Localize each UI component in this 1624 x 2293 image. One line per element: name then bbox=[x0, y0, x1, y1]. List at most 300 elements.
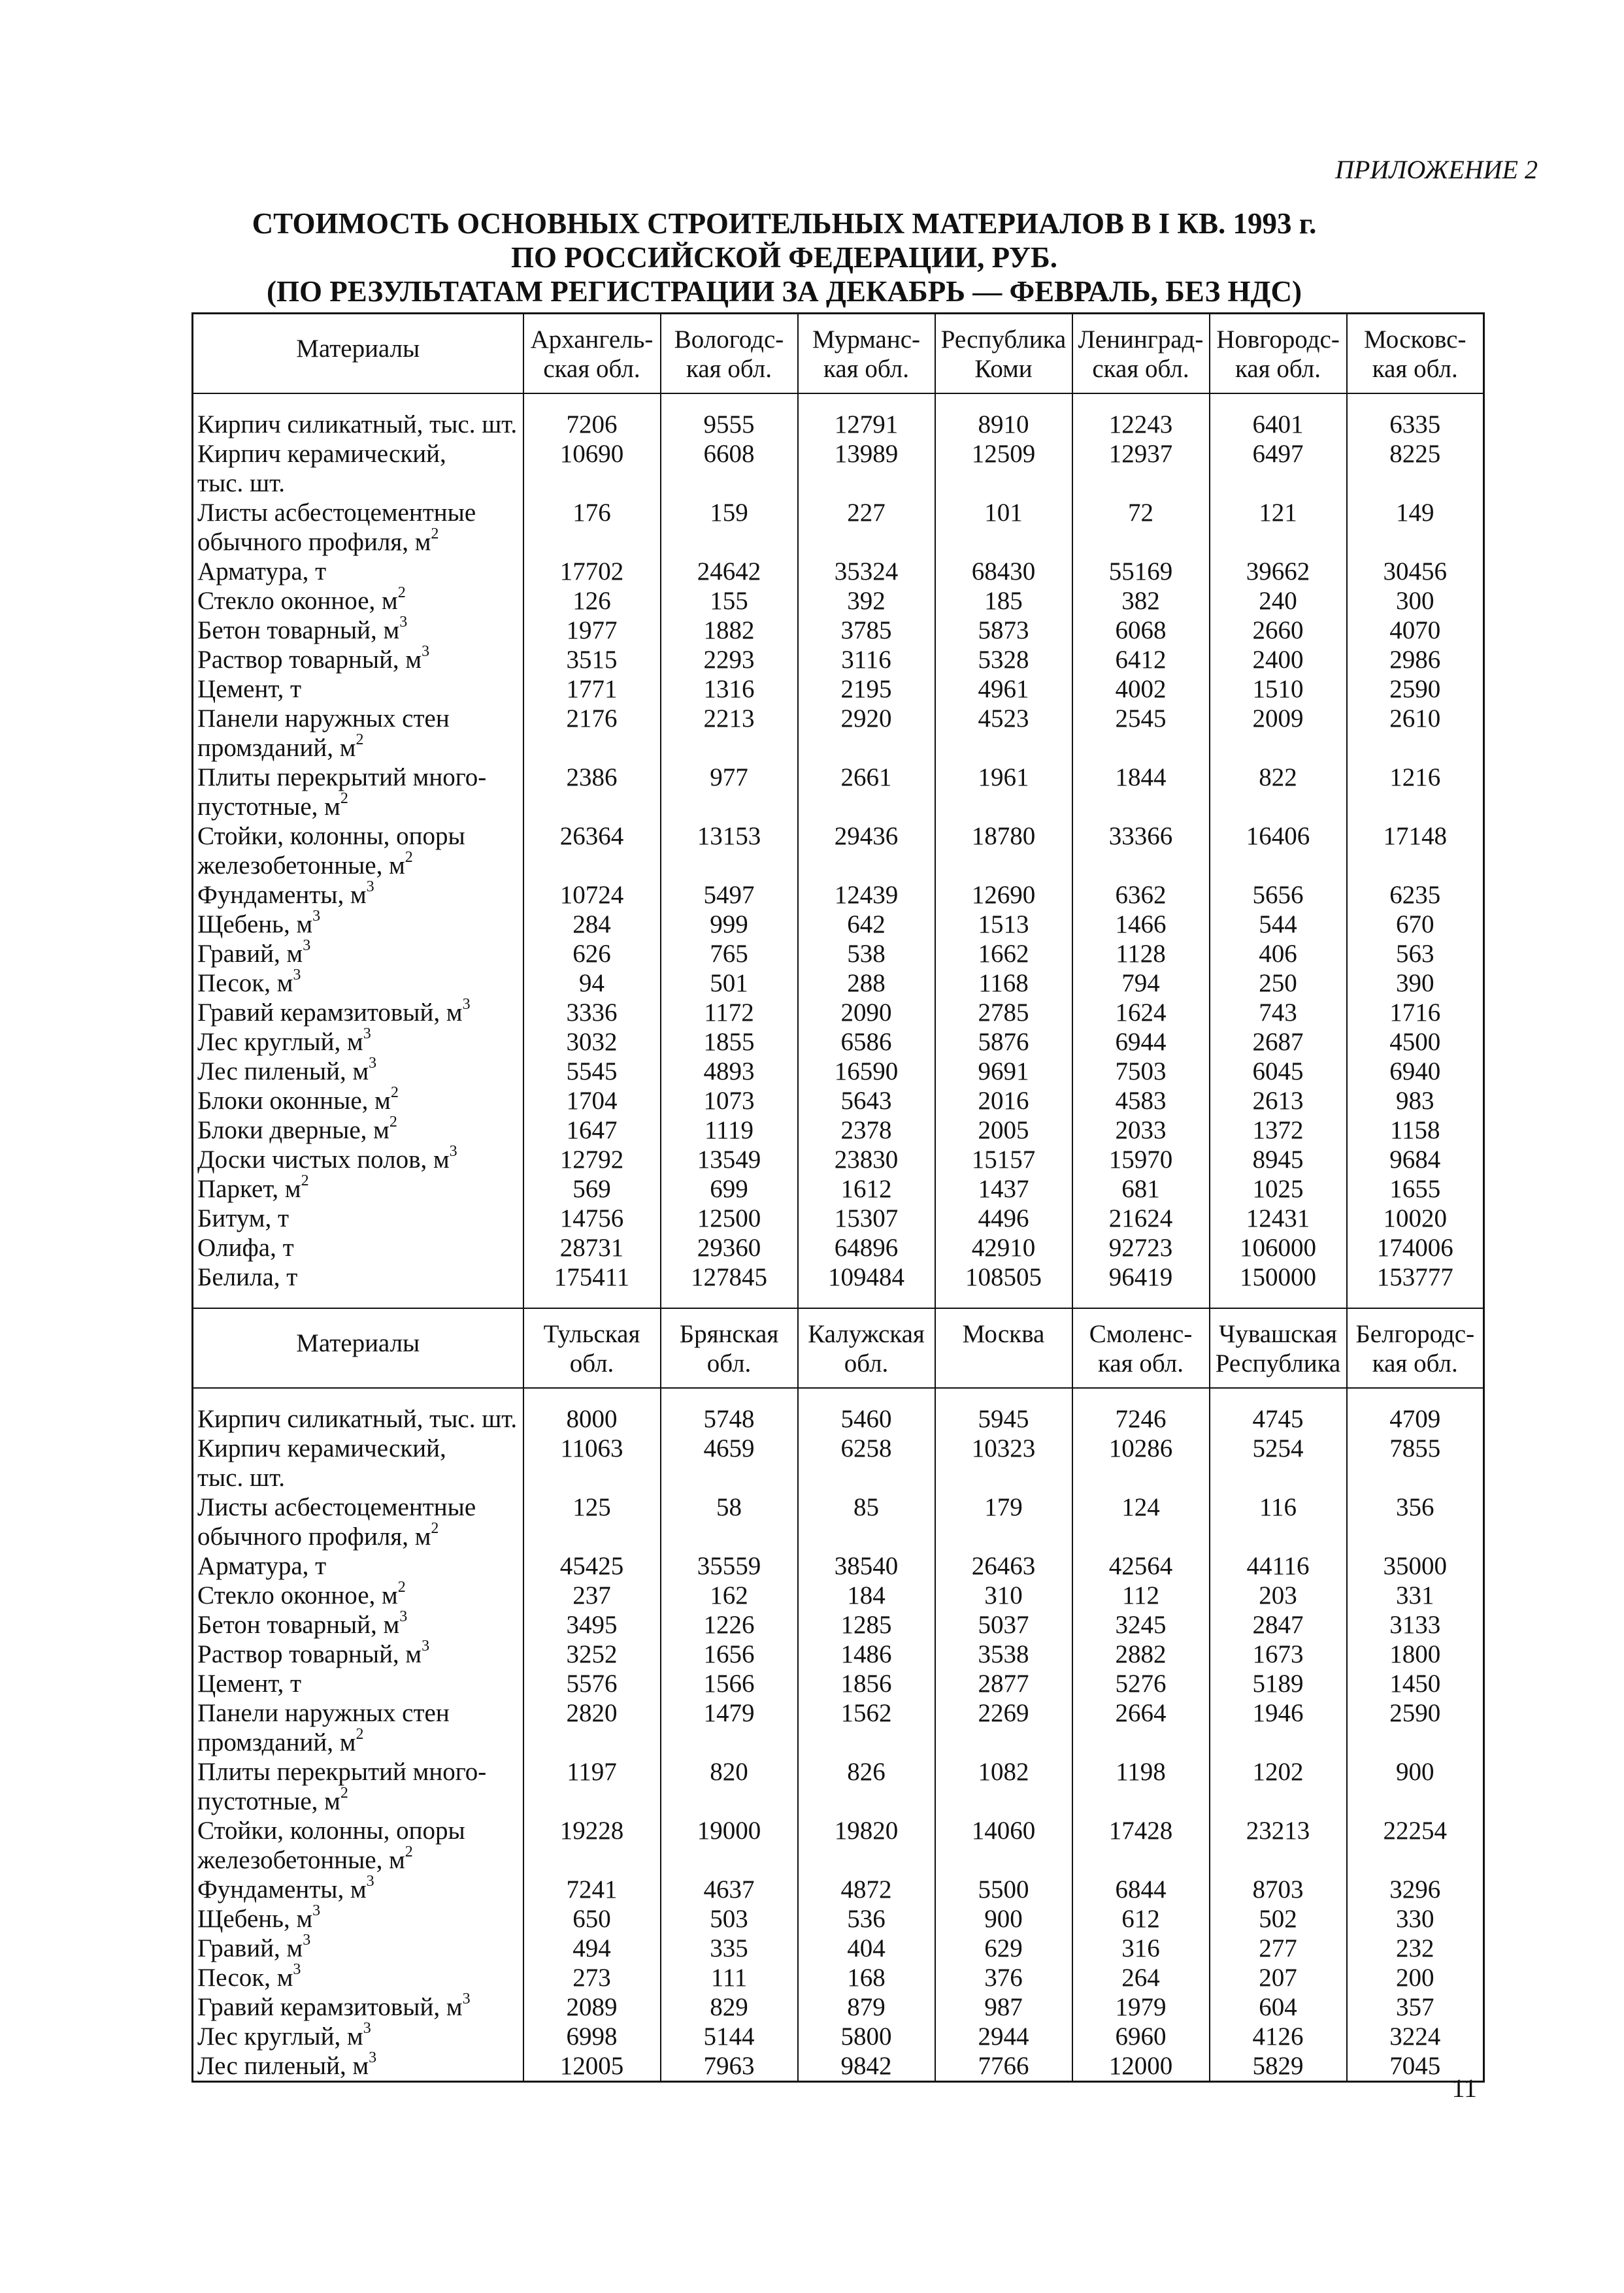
price-cell: 12500 bbox=[661, 1204, 798, 1233]
price-cell: 19820 bbox=[798, 1816, 935, 1875]
price-cell: 604 bbox=[1210, 1992, 1347, 2022]
price-cell: 12005 bbox=[523, 2051, 661, 2082]
price-cell: 1946 bbox=[1210, 1698, 1347, 1757]
price-cell: 612 bbox=[1072, 1904, 1210, 1934]
price-cell: 23830 bbox=[798, 1145, 935, 1174]
material-name-line bbox=[197, 968, 519, 998]
region-column-header bbox=[798, 314, 935, 394]
material-name-text: Гравий, м bbox=[197, 1934, 303, 1962]
price-cell: 4583 bbox=[1072, 1086, 1210, 1115]
price-cell: 501 bbox=[661, 968, 798, 998]
material-name-text: Арматура, т bbox=[197, 1552, 327, 1580]
price-cell: 232 bbox=[1347, 1934, 1484, 1963]
price-cell: 3133 bbox=[1347, 1610, 1484, 1640]
table-row bbox=[193, 1640, 1484, 1669]
price-cell: 5876 bbox=[935, 1027, 1072, 1057]
price-cell: 2545 bbox=[1072, 704, 1210, 763]
price-cell: 18780 bbox=[935, 821, 1072, 880]
material-name-text: железобетонные, м bbox=[197, 851, 405, 880]
price-cell: 7045 bbox=[1347, 2051, 1484, 2082]
unit-exponent: 3 bbox=[462, 996, 471, 1013]
material-name-cell bbox=[193, 1875, 523, 1904]
material-name-text: Кирпич силикатный, тыс. шт. bbox=[197, 410, 518, 438]
header-line: кая обл. bbox=[686, 355, 772, 383]
price-cell: 4496 bbox=[935, 1204, 1072, 1233]
material-name-cell bbox=[193, 498, 523, 557]
material-name-cell bbox=[193, 1551, 523, 1581]
price-cell: 820 bbox=[661, 1757, 798, 1816]
material-name-cell bbox=[193, 1816, 523, 1875]
header-line: Архангель- bbox=[530, 325, 654, 354]
table-row bbox=[193, 968, 1484, 998]
price-cell: 6844 bbox=[1072, 1875, 1210, 1904]
price-cell: 2882 bbox=[1072, 1640, 1210, 1669]
price-cell: 376 bbox=[935, 1963, 1072, 1992]
price-cell: 42910 bbox=[935, 1233, 1072, 1262]
price-cell: 94 bbox=[523, 968, 661, 998]
price-cell: 288 bbox=[798, 968, 935, 998]
material-name-cell bbox=[193, 763, 523, 821]
price-cell: 4637 bbox=[661, 1875, 798, 1904]
material-name-line bbox=[197, 586, 519, 616]
price-cell: 28731 bbox=[523, 1233, 661, 1262]
header-line: кая обл. bbox=[1235, 355, 1321, 383]
price-cell: 6401 bbox=[1210, 410, 1347, 439]
material-name-line bbox=[197, 1434, 519, 1463]
price-cell: 5254 bbox=[1210, 1434, 1347, 1493]
title-line: (ПО РЕЗУЛЬТАТАМ РЕГИСТРАЦИИ ЗА ДЕКАБРЬ — ФЕВРАЛЬ, БЕЗ НДС) bbox=[267, 275, 1302, 308]
unit-exponent: 2 bbox=[390, 1084, 399, 1101]
material-name-text: Арматура, т bbox=[197, 557, 327, 586]
price-cell: 1979 bbox=[1072, 1992, 1210, 2022]
table-header-row bbox=[193, 1308, 1484, 1388]
header-line: кая обл. bbox=[1372, 355, 1458, 383]
region-column-header bbox=[1072, 1308, 1210, 1388]
price-cell: 1510 bbox=[1210, 674, 1347, 704]
price-cell: 227 bbox=[798, 498, 935, 557]
price-cell: 7206 bbox=[523, 410, 661, 439]
price-cell: 5144 bbox=[661, 2022, 798, 2051]
price-cell: 10020 bbox=[1347, 1204, 1484, 1233]
price-cell: 1513 bbox=[935, 910, 1072, 939]
material-name-line bbox=[197, 821, 519, 851]
material-name-line bbox=[197, 2051, 519, 2081]
material-name-line bbox=[197, 1816, 519, 1845]
material-name-text: Кирпич керамический, bbox=[197, 1434, 446, 1462]
price-cell: 162 bbox=[661, 1581, 798, 1610]
price-cell: 12509 bbox=[935, 439, 1072, 498]
unit-exponent: 2 bbox=[405, 849, 413, 866]
price-cell: 1771 bbox=[523, 674, 661, 704]
price-cell: 2847 bbox=[1210, 1610, 1347, 1640]
material-name-text: Бетон товарный, м bbox=[197, 1611, 400, 1639]
price-cell: 168 bbox=[798, 1963, 935, 1992]
price-cell: 6068 bbox=[1072, 616, 1210, 645]
unit-exponent: 3 bbox=[363, 2020, 371, 2037]
material-name-line bbox=[197, 616, 519, 645]
region-column-header bbox=[1072, 314, 1210, 394]
material-name-text: Щебень, м bbox=[197, 1905, 313, 1933]
price-cell: 1372 bbox=[1210, 1115, 1347, 1145]
price-cell: 4893 bbox=[661, 1057, 798, 1086]
price-cell: 6362 bbox=[1072, 880, 1210, 910]
price-cell: 629 bbox=[935, 1934, 1072, 1963]
material-name-cell bbox=[193, 910, 523, 939]
material-name-text: промзданий, м bbox=[197, 1728, 356, 1757]
price-cell: 101 bbox=[935, 498, 1072, 557]
table-row bbox=[193, 880, 1484, 910]
page-title bbox=[190, 206, 1379, 308]
material-name-cell bbox=[193, 586, 523, 616]
unit-exponent: 3 bbox=[399, 614, 408, 631]
spacer-cell bbox=[193, 1388, 523, 1404]
table-row bbox=[193, 1027, 1484, 1057]
price-cell: 2944 bbox=[935, 2022, 1072, 2051]
material-name-line bbox=[197, 910, 519, 939]
price-cell: 106000 bbox=[1210, 1233, 1347, 1262]
material-name-cell bbox=[193, 998, 523, 1027]
material-name-text: Фундаменты, м bbox=[197, 1875, 367, 1904]
price-cell: 1566 bbox=[661, 1669, 798, 1698]
price-cell: 4070 bbox=[1347, 616, 1484, 645]
price-cell: 150000 bbox=[1210, 1262, 1347, 1292]
spacer-cell bbox=[1210, 1388, 1347, 1404]
table-row bbox=[193, 1963, 1484, 1992]
material-name-line bbox=[197, 1204, 519, 1233]
material-name-cell bbox=[193, 1115, 523, 1145]
price-cell: 155 bbox=[661, 586, 798, 616]
region-column-header bbox=[661, 1308, 798, 1388]
price-cell: 14060 bbox=[935, 1816, 1072, 1875]
price-cell: 2195 bbox=[798, 674, 935, 704]
price-cell: 1479 bbox=[661, 1698, 798, 1757]
material-name-cell bbox=[193, 1669, 523, 1698]
table-row bbox=[193, 939, 1484, 968]
price-cell: 7241 bbox=[523, 1875, 661, 1904]
price-cell: 6412 bbox=[1072, 645, 1210, 674]
unit-exponent: 2 bbox=[356, 731, 364, 748]
material-name-text: Битум, т bbox=[197, 1204, 290, 1232]
region-column-header bbox=[1210, 1308, 1347, 1388]
material-name-text: тыс. шт. bbox=[197, 469, 285, 497]
material-name-line bbox=[197, 2022, 519, 2051]
price-cell: 1158 bbox=[1347, 1115, 1484, 1145]
material-name-cell bbox=[193, 968, 523, 998]
material-name-cell bbox=[193, 1992, 523, 2022]
region-column-header bbox=[661, 314, 798, 394]
price-cell: 185 bbox=[935, 586, 1072, 616]
appendix-label: ПРИЛОЖЕНИЕ 2 bbox=[1335, 155, 1538, 184]
material-name-line bbox=[197, 880, 519, 910]
price-cell: 1716 bbox=[1347, 998, 1484, 1027]
price-cell: 121 bbox=[1210, 498, 1347, 557]
material-name-line bbox=[197, 469, 519, 498]
table-row bbox=[193, 2022, 1484, 2051]
header-line: обл. bbox=[706, 1349, 752, 1377]
unit-exponent: 3 bbox=[369, 2049, 377, 2066]
title-line: ПО РОССИЙСКОЙ ФЕДЕРАЦИИ, РУБ. bbox=[510, 241, 1058, 274]
spacer-cell bbox=[1347, 1292, 1484, 1308]
material-name-text: железобетонные, м bbox=[197, 1846, 405, 1874]
material-name-text: Песок, м bbox=[197, 969, 293, 997]
spacer-cell bbox=[523, 1388, 661, 1404]
price-cell: 6940 bbox=[1347, 1057, 1484, 1086]
price-cell: 92723 bbox=[1072, 1233, 1210, 1262]
material-name-line bbox=[197, 851, 519, 880]
price-cell: 250 bbox=[1210, 968, 1347, 998]
price-cell: 207 bbox=[1210, 1963, 1347, 1992]
material-name-cell bbox=[193, 2022, 523, 2051]
price-cell: 1800 bbox=[1347, 1640, 1484, 1669]
price-cell: 116 bbox=[1210, 1493, 1347, 1551]
price-cell: 12690 bbox=[935, 880, 1072, 910]
price-cell: 626 bbox=[523, 939, 661, 968]
price-cell: 35000 bbox=[1347, 1551, 1484, 1581]
price-cell: 12937 bbox=[1072, 439, 1210, 498]
spacer-cell bbox=[523, 393, 661, 410]
material-name-line bbox=[197, 1027, 519, 1057]
table-row bbox=[193, 1581, 1484, 1610]
price-cell: 2213 bbox=[661, 704, 798, 763]
unit-exponent: 2 bbox=[397, 584, 406, 601]
price-cell: 1168 bbox=[935, 968, 1072, 998]
price-cell: 8910 bbox=[935, 410, 1072, 439]
price-cell: 6497 bbox=[1210, 439, 1347, 498]
header-line: кая обл. bbox=[823, 355, 909, 383]
price-cell: 159 bbox=[661, 498, 798, 557]
price-cell: 1562 bbox=[798, 1698, 935, 1757]
price-cell: 392 bbox=[798, 586, 935, 616]
material-name-line bbox=[197, 1875, 519, 1904]
price-cell: 1647 bbox=[523, 1115, 661, 1145]
price-cell: 13549 bbox=[661, 1145, 798, 1174]
material-name-text: Фундаменты, м bbox=[197, 881, 367, 909]
price-cell: 357 bbox=[1347, 1992, 1484, 2022]
material-name-text: Лес пиленый, м bbox=[197, 2052, 369, 2080]
material-name-text: Блоки дверные, м bbox=[197, 1116, 389, 1144]
material-name-text: Лес круглый, м bbox=[197, 2022, 363, 2051]
header-line: Республика bbox=[1215, 1349, 1341, 1377]
material-name-line bbox=[197, 1174, 519, 1204]
price-cell: 12243 bbox=[1072, 410, 1210, 439]
header-line: Коми bbox=[974, 355, 1033, 383]
table-row bbox=[193, 498, 1484, 557]
material-name-cell bbox=[193, 1145, 523, 1174]
material-name-cell bbox=[193, 410, 523, 439]
material-name-text: Стекло оконное, м bbox=[197, 1581, 398, 1609]
material-name-cell bbox=[193, 616, 523, 645]
price-cell: 237 bbox=[523, 1581, 661, 1610]
price-cell: 6586 bbox=[798, 1027, 935, 1057]
price-cell: 1437 bbox=[935, 1174, 1072, 1204]
price-cell: 4709 bbox=[1347, 1404, 1484, 1434]
unit-exponent: 3 bbox=[303, 1932, 311, 1949]
price-cell: 6944 bbox=[1072, 1027, 1210, 1057]
price-cell: 29360 bbox=[661, 1233, 798, 1262]
price-cell: 1285 bbox=[798, 1610, 935, 1640]
price-cell: 699 bbox=[661, 1174, 798, 1204]
spacer-cell bbox=[798, 393, 935, 410]
unit-exponent: 3 bbox=[462, 1990, 471, 2007]
price-cell: 11063 bbox=[523, 1434, 661, 1493]
material-name-text: Белила, т bbox=[197, 1263, 298, 1291]
price-cell: 45425 bbox=[523, 1551, 661, 1581]
spacer-cell bbox=[193, 393, 523, 410]
material-name-text: Стойки, колонны, опоры bbox=[197, 822, 465, 850]
price-cell: 3785 bbox=[798, 616, 935, 645]
material-name-text: Бетон товарный, м bbox=[197, 616, 400, 644]
price-cell: 5497 bbox=[661, 880, 798, 910]
table-row bbox=[193, 1934, 1484, 1963]
price-cell: 999 bbox=[661, 910, 798, 939]
spacer-cell bbox=[798, 1388, 935, 1404]
material-name-cell bbox=[193, 704, 523, 763]
material-name-line bbox=[197, 1787, 519, 1816]
spacer-cell bbox=[1347, 1388, 1484, 1404]
price-cell: 4523 bbox=[935, 704, 1072, 763]
price-cell: 2005 bbox=[935, 1115, 1072, 1145]
material-name-text: пустотные, м bbox=[197, 793, 340, 821]
price-cell: 1119 bbox=[661, 1115, 798, 1145]
material-name-line bbox=[197, 1463, 519, 1493]
material-name-line bbox=[197, 527, 519, 557]
unit-exponent: 3 bbox=[422, 1638, 430, 1655]
table-row bbox=[193, 645, 1484, 674]
price-cell: 8945 bbox=[1210, 1145, 1347, 1174]
price-cell: 14756 bbox=[523, 1204, 661, 1233]
price-cell: 494 bbox=[523, 1934, 661, 1963]
table-row bbox=[193, 616, 1484, 645]
material-name-cell bbox=[193, 1610, 523, 1640]
material-name-cell bbox=[193, 1434, 523, 1493]
price-cell: 1673 bbox=[1210, 1640, 1347, 1669]
material-name-line bbox=[197, 763, 519, 792]
material-name-cell bbox=[193, 1174, 523, 1204]
price-cell: 9842 bbox=[798, 2051, 935, 2082]
unit-exponent: 2 bbox=[301, 1172, 309, 1189]
price-cell: 2687 bbox=[1210, 1027, 1347, 1057]
price-cell: 6960 bbox=[1072, 2022, 1210, 2051]
price-cell: 30456 bbox=[1347, 557, 1484, 586]
price-cell: 39662 bbox=[1210, 557, 1347, 586]
unit-exponent: 3 bbox=[293, 1961, 301, 1978]
price-cell: 829 bbox=[661, 1992, 798, 2022]
price-cell: 670 bbox=[1347, 910, 1484, 939]
material-name-text: обычного профиля, м bbox=[197, 528, 431, 556]
price-cell: 1655 bbox=[1347, 1174, 1484, 1204]
material-name-cell bbox=[193, 1493, 523, 1551]
price-cell: 404 bbox=[798, 1934, 935, 1963]
price-cell: 5037 bbox=[935, 1610, 1072, 1640]
material-name-line bbox=[197, 704, 519, 733]
price-cell: 8225 bbox=[1347, 439, 1484, 498]
price-cell: 19228 bbox=[523, 1816, 661, 1875]
table-spacer-row bbox=[193, 1292, 1484, 1308]
unit-exponent: 2 bbox=[397, 1579, 406, 1596]
price-cell: 3336 bbox=[523, 998, 661, 1027]
price-cell: 2090 bbox=[798, 998, 935, 1027]
material-name-text: Кирпич силикатный, тыс. шт. bbox=[197, 1405, 518, 1433]
price-cell: 16406 bbox=[1210, 821, 1347, 880]
table-row bbox=[193, 1262, 1484, 1292]
price-cell: 26364 bbox=[523, 821, 661, 880]
unit-exponent: 2 bbox=[405, 1843, 413, 1860]
table-row bbox=[193, 1904, 1484, 1934]
material-name-line bbox=[197, 1640, 519, 1669]
price-cell: 2590 bbox=[1347, 674, 1484, 704]
price-cell: 3515 bbox=[523, 645, 661, 674]
price-cell: 3252 bbox=[523, 1640, 661, 1669]
price-cell: 5945 bbox=[935, 1404, 1072, 1434]
header-line: ская обл. bbox=[1092, 355, 1189, 383]
page-number: 11 bbox=[1451, 2073, 1477, 2103]
table-row bbox=[193, 1404, 1484, 1434]
region-column-header bbox=[523, 314, 661, 394]
material-name-line bbox=[197, 1728, 519, 1757]
table-row bbox=[193, 1233, 1484, 1262]
price-cell: 4872 bbox=[798, 1875, 935, 1904]
material-name-text: Стекло оконное, м bbox=[197, 587, 398, 615]
material-name-text: Листы асбестоцементные bbox=[197, 1493, 476, 1521]
table-row bbox=[193, 1875, 1484, 1904]
material-name-text: Паркет, м bbox=[197, 1175, 301, 1203]
price-cell: 85 bbox=[798, 1493, 935, 1551]
price-cell: 55169 bbox=[1072, 557, 1210, 586]
spacer-cell bbox=[661, 393, 798, 410]
material-name-text: Плиты перекрытий много- bbox=[197, 1758, 487, 1786]
table-header-row bbox=[193, 314, 1484, 394]
price-cell: 2176 bbox=[523, 704, 661, 763]
spacer-cell bbox=[935, 1388, 1072, 1404]
price-cell: 111 bbox=[661, 1963, 798, 1992]
price-cell: 5873 bbox=[935, 616, 1072, 645]
price-cell: 900 bbox=[935, 1904, 1072, 1934]
price-cell: 3224 bbox=[1347, 2022, 1484, 2051]
price-cell: 174006 bbox=[1347, 1233, 1484, 1262]
price-cell: 12439 bbox=[798, 880, 935, 910]
material-name-cell bbox=[193, 645, 523, 674]
price-cell: 12000 bbox=[1072, 2051, 1210, 2082]
price-cell: 765 bbox=[661, 939, 798, 968]
price-cell: 3032 bbox=[523, 1027, 661, 1057]
price-cell: 650 bbox=[523, 1904, 661, 1934]
price-cell: 2661 bbox=[798, 763, 935, 821]
material-name-cell bbox=[193, 1204, 523, 1233]
spacer-cell bbox=[1072, 1388, 1210, 1404]
price-cell: 26463 bbox=[935, 1551, 1072, 1581]
price-cell: 9555 bbox=[661, 410, 798, 439]
price-cell: 569 bbox=[523, 1174, 661, 1204]
price-cell: 2664 bbox=[1072, 1698, 1210, 1757]
price-cell: 21624 bbox=[1072, 1204, 1210, 1233]
price-cell: 316 bbox=[1072, 1934, 1210, 1963]
material-name-text: Раствор товарный, м bbox=[197, 646, 422, 674]
price-cell: 1856 bbox=[798, 1669, 935, 1698]
header-line: обл. bbox=[844, 1349, 889, 1377]
price-cell: 1624 bbox=[1072, 998, 1210, 1027]
table-row bbox=[193, 1698, 1484, 1757]
region-column-header bbox=[935, 1308, 1072, 1388]
table-row bbox=[193, 763, 1484, 821]
header-line: Москва bbox=[962, 1320, 1045, 1348]
table-row bbox=[193, 1086, 1484, 1115]
unit-exponent: 3 bbox=[399, 1608, 408, 1625]
price-cell: 3495 bbox=[523, 1610, 661, 1640]
price-cell: 42564 bbox=[1072, 1551, 1210, 1581]
material-name-line bbox=[197, 674, 519, 704]
region-column-header bbox=[1347, 1308, 1484, 1388]
price-cell: 24642 bbox=[661, 557, 798, 586]
